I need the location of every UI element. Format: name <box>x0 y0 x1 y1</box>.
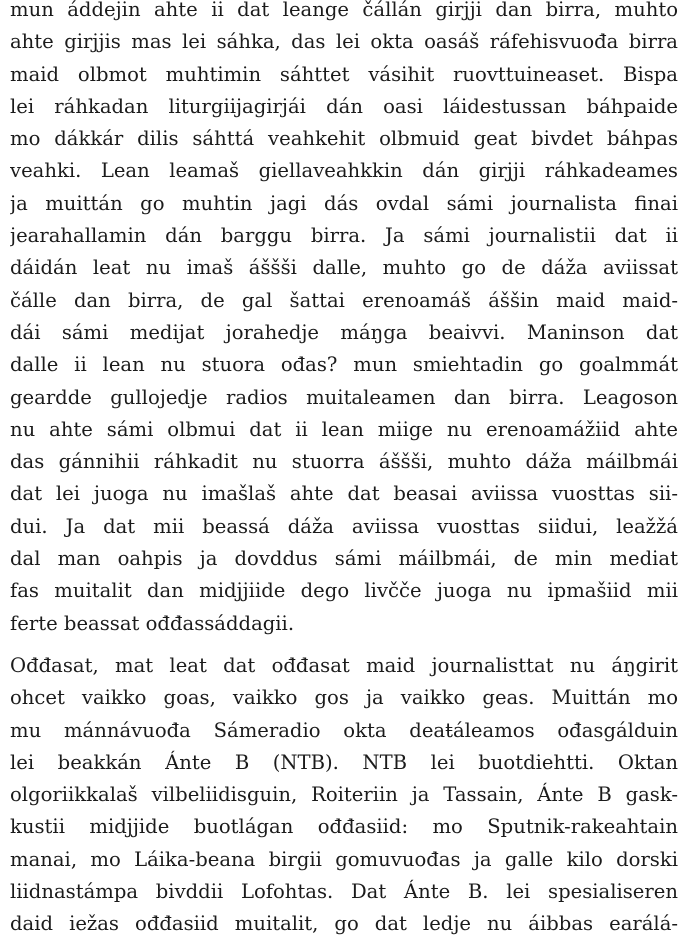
text-line: ohcet vaikko goas, vaikko gos ja vaikko geas. Muittán mo <box>10 686 678 710</box>
text-line: dui. Ja dat mii beassá dáža aviissa vuosttas siidui, leažžá <box>10 514 678 538</box>
text-line: ahte girjjis mas lei sáhka, das lei okta oasáš ráfehisvuođa birra <box>10 30 678 54</box>
text-line: liidnastámpa bivddii Lofohtas. Dat Ánte B. lei spesialiseren <box>10 880 678 904</box>
text-line: kustii midjjide buotlágan ođđasiid: mo Sputnik-rakeahtain <box>10 815 678 839</box>
text-line: das gánnihii ráhkadit nu stuorra áššši, muhto dáža máilbmái <box>10 450 678 474</box>
text-line: dalle ii lean nu stuora ođas? mun smiehtadin go goalmmát <box>10 353 678 377</box>
text-line: Ođđasat, mat leat dat ođđasat maid journalisttat nu áŋgirit <box>10 654 678 677</box>
text-line: lei ráhkadan liturgiijagirjái dán oasi láidestussan báhpaide <box>10 94 678 118</box>
text-line: nu ahte sámi olbmui dat ii lean miige nu erenoamážiid ahte <box>10 417 678 441</box>
text-line: ferte beassat ođđassáddagii. <box>10 611 295 635</box>
text-line: geardde gullojedje radios muitaleamen dan birra. Leagoson <box>10 385 678 409</box>
text-line: dal man oahpis ja dovddus sámi máilbmái, de min mediat <box>10 547 678 571</box>
text-line: mo dákkár dilis sáhttá veahkehit olbmuid geat bivdet báhpas <box>10 127 678 151</box>
text-line: daid iežas ođđasiid muitalit, go dat ledje nu áibbas earálá- <box>10 912 678 936</box>
paragraph-2 <box>10 650 678 941</box>
text-line: mu mánnávuođa Sámeradio okta deaŧáleamos ođasgálduin <box>10 718 678 742</box>
text-line: veahki. Lean leamaš giellaveahkkin dán girjji ráhkadeames <box>10 159 678 183</box>
text-line: lei beakkán Ánte B (NTB). NTB lei buotdiehtti. Oktan <box>10 750 678 774</box>
text-line: čálle dan birra, de gal šattai erenoamáš áššin maid maid- <box>10 288 678 312</box>
text-line: jearahallamin dán barggu birra. Ja sámi journalistii dat ii <box>10 224 678 248</box>
paragraph-1 <box>10 0 678 640</box>
text-line: mun áddejin ahte ii dat leange čállán girjji dan birra, muhto <box>10 0 678 21</box>
text-line: dat lei juoga nu imašlaš ahte dat beasai aviissa vuosttas sii- <box>10 482 678 506</box>
text-line: fas muitalit dan midjjiide dego livčče juoga nu ipmašiid mii <box>10 579 678 603</box>
text-line: ja muittán go muhtin jagi dás ovdal sámi journalista finai <box>10 191 678 215</box>
text-line: dái sámi medijat jorahedje máŋga beaivvi. Maninson dat <box>10 320 678 344</box>
text-line: olgoriikkalaš vilbeliidisguin, Roiteriin ja Tassain, Ánte B gask- <box>10 783 678 807</box>
text-line: dáidán leat nu imaš áššši dalle, muhto go de dáža aviissat <box>10 256 678 280</box>
text-line: maid olbmot muhtimin sáhttet vásihit ruovttuineaset. Bispa <box>10 62 678 86</box>
text-line: manai, mo Láika-beana birgii gomuvuođas ja galle kilo dorski <box>10 847 678 871</box>
